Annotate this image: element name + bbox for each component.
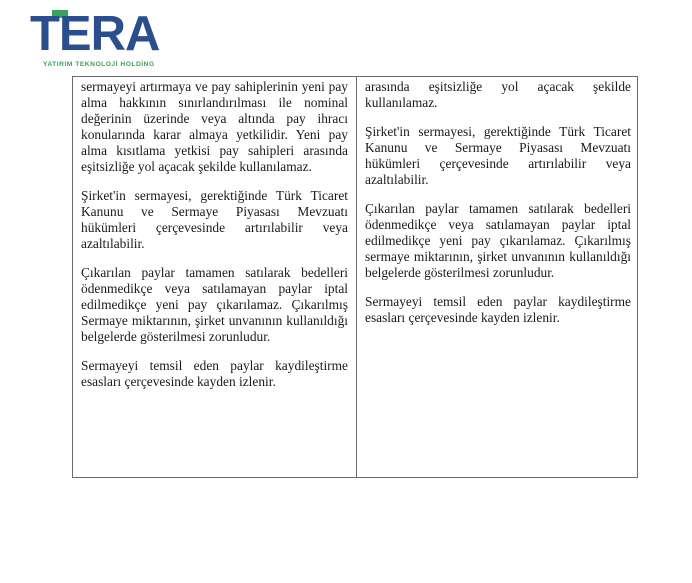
right-paragraph: Çıkarılan paylar tamamen satılarak bedelleri ödenmedikçe veya satılamayan paylar iptal edilmedikçe yeni pay çıkarılamaz. Çıkarılmış sermaye miktarının, şirket unvanının kullanıldığı belgelerde gösterilmesi zorunludur. (365, 201, 631, 280)
right-paragraph: Şirket'in sermayesi, gerektiğinde Türk Ticaret Kanunu ve Sermaye Piyasası Mevzuatı hükümleri çerçevesinde artırılabilir veya azaltılabilir. (365, 124, 631, 187)
left-paragraph: Çıkarılan paylar tamamen satılarak bedelleri ödenmedikçe veya satılamayan paylar iptal edilmedikçe yeni pay çıkarılamaz. Çıkarılmış Sermaye miktarının, şirket unvanının kullanıldığı belgelerde gösterilmesi zorunludur. (81, 265, 348, 344)
left-paragraph: Sermayeyi temsil eden paylar kaydileştirme esasları çerçevesinde kayden izlenir. (81, 358, 348, 389)
right-paragraph: arasında eşitsizliğe yol açacak şekilde kullanılamaz. (365, 79, 631, 110)
left-paragraph: sermayeyi artırmaya ve pay sahiplerinin yeni pay alma hakkının sınırlandırılması ile nominal değerinin üzerinde veya altında pay ihracı konularında karar almaya yetkilidir. Yeni pay alma kısıtlama yetkisi pay sahipleri arasında eşitsizliğe yol açacak şekilde kullanılamaz. (81, 79, 348, 174)
company-logo (30, 7, 170, 76)
left-paragraph: Şirket'in sermayesi, gerektiğinde Türk Ticaret Kanunu ve Sermaye Piyasası Mevzuatı hükümleri çerçevesinde artırılabilir veya azaltılabilir. (81, 188, 348, 251)
right-paragraph: Sermayeyi temsil eden paylar kaydileştirme esasları çerçevesinde kayden izlenir. (365, 294, 631, 325)
logo-wordmark: TERA (30, 7, 160, 61)
logo-tagline: YATIRIM TEKNOLOJİ HOLDİNG (43, 61, 155, 68)
new-text-column (357, 77, 637, 477)
comparison-table (72, 76, 638, 478)
old-text-column (73, 77, 357, 477)
